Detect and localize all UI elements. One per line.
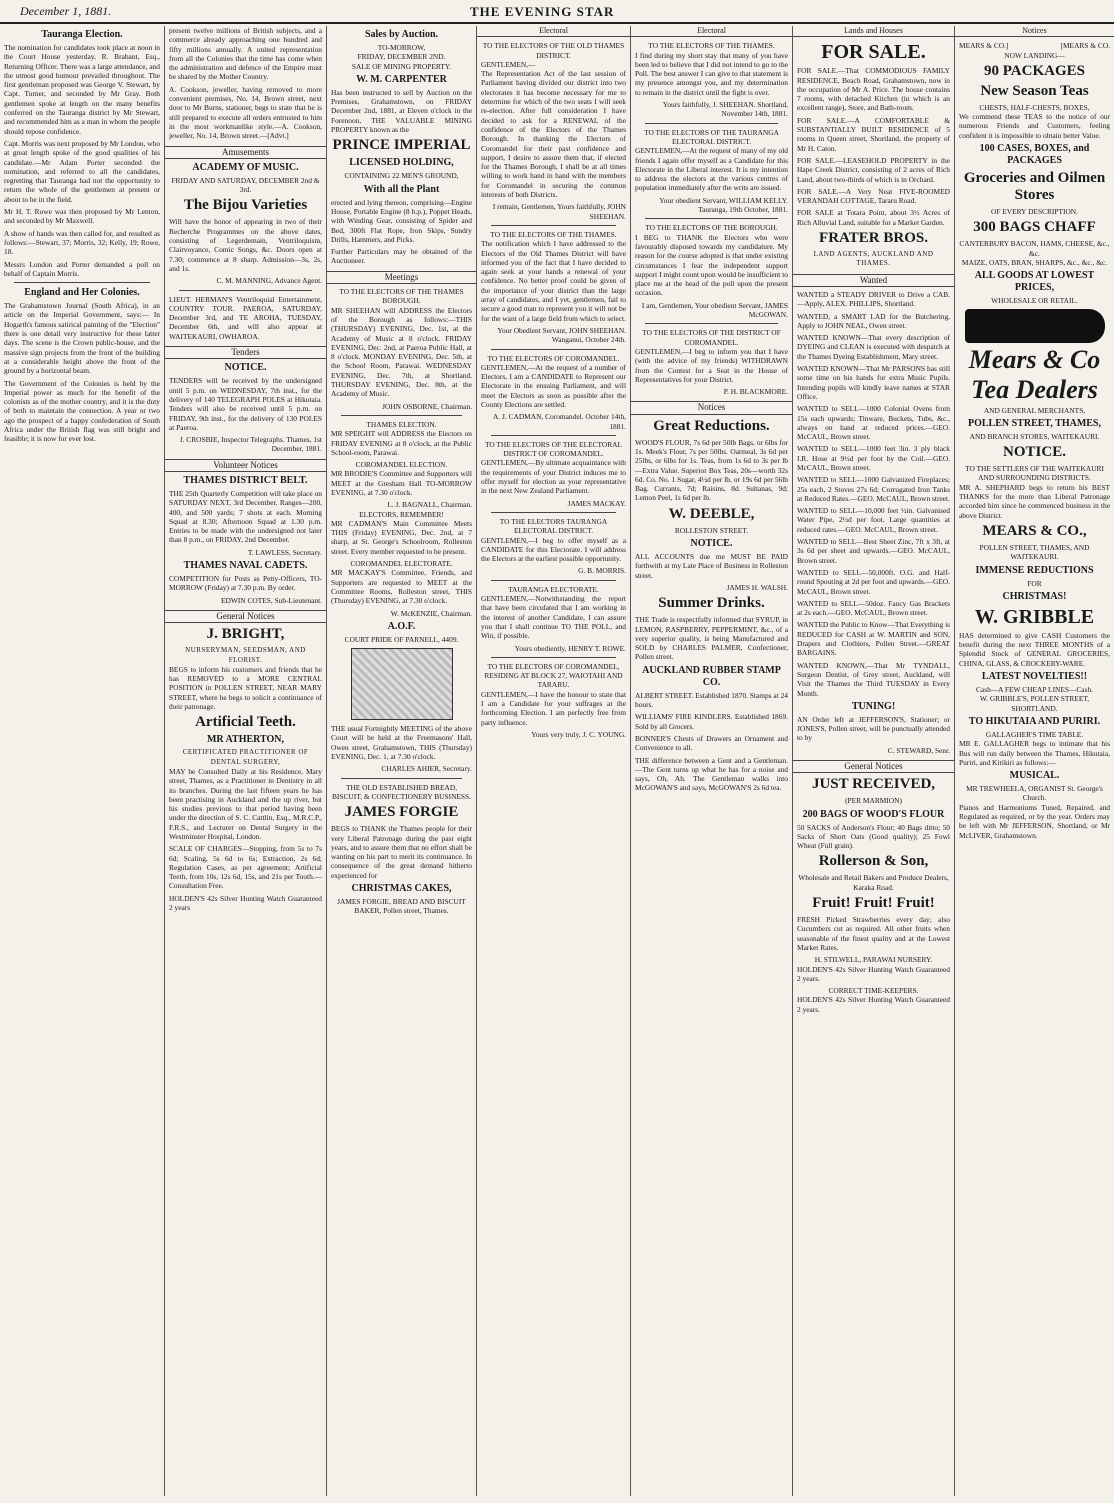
time-keepers: CORRECT TIME-KEEPERS. — [828, 986, 919, 996]
sheehan-signature-2: Your Obedient Servant, JOHN SHEEHAN. Wanganui, October 24th. — [497, 325, 626, 345]
bread-business: THE OLD ESTABLISHED BREAD, BISCUIT, & CONFECTIONERY BUSINESS. — [332, 782, 471, 801]
section-general: General Notices — [165, 610, 326, 623]
tea-chests: CHESTS, HALF-CHESTS, BOXES, — [979, 102, 1090, 112]
brodie-notice: MR BRODIE'S Committee and Supporters will MEET at the Gresham Hall TO-MORROW EVENING, at 7.30 o'clock. — [331, 469, 472, 497]
belt-title: THAMES DISTRICT BELT. — [183, 474, 308, 486]
section-amusements: Amusements — [165, 146, 326, 159]
particulars: Further Particulars may be obtained of the Auctioneer. — [331, 247, 472, 266]
tag-left: MEARS & CO.] — [959, 41, 1009, 51]
column-header-lands: Lands and Houses — [793, 26, 954, 37]
speight-notice: MR SPEIGHT will ADDRESS the Electors on FRIDAY EVENING at 8 o'clock, at the Public School-room, Parawai. — [331, 429, 472, 457]
divider — [491, 580, 616, 581]
article-paragraph: Capt. Morris was next proposed by Mr London, who at great length spoke of the good qualities of his candidate.—Mr Adam Porter seconded the nomination, and referred to all the candidates, regretting that Tauranga had not the opportunity to return the whole of the gentlemen at present or about to be in the field. — [4, 138, 161, 204]
wanted-item: WANTED a STEADY DRIVER to Drive a CAB.—Apply, ALEX. PHILLIPS, Shortland. — [797, 289, 950, 309]
drinks-text: THE Trade is respectfully informed that SYRUP, in LEMON, RASPBERRY, PEPPERMINT, &c., of a very superior quality, is being Manufactured and SOLD by CHARLES PALMER, Confectioner, Pollen street. — [635, 615, 788, 662]
mears-address: POLLEN STREET, THAMES, AND WAITEKAURI. — [979, 542, 1090, 562]
wanted-item: WANTED to SELL—10,000 feet ½in. Galvanised Water Pipe, 2½d per foot. Large quantities at reduced rates.—GEO. McCAUL, Brown street. — [797, 506, 950, 534]
per-marmion: (PER MARMION) — [845, 796, 902, 806]
frater-subtitle: LAND AGENTS, AUCKLAND AND THAMES. — [813, 250, 934, 268]
belt-text: THE 25th Quarterly Competition will take place on SATURDAY NEXT, 3rd December. Ranges—200, 400, and 500 yards; 7 shots at each. Morning Squad at 8.30; Afternoon Squad at 1.30 p.m. Entries to be made with the undersigned not later than 8 p.m., on FRIDAY, 2nd December. — [169, 488, 322, 545]
rubber-stamp: AUCKLAND RUBBER STAMP CO. — [642, 664, 781, 688]
academy-title: ACADEMY OF MUSIC. — [192, 161, 299, 173]
coromandel-district-heading: TO THE ELECTORS OF THE ELECTORAL DISTRICT OF COROMANDEL. — [484, 439, 623, 459]
mears-logo-text: Mears & Co — [968, 344, 1101, 374]
section-meetings: Meetings — [327, 271, 476, 284]
aof-text: THE usual Fortnightly MEETING of the above Court will be held at the Freemasons' Hall, Owen street, Grahamstown, THIS (Thursday) EVENING, Dec. 1, at 7.30 o'clock. — [331, 724, 472, 762]
maize-goods: MAIZE, OATS, BRAN, SHARPS, &c., &c., &c. — [961, 257, 1108, 267]
pollen-street: POLLEN STREET, THAMES, — [968, 417, 1101, 429]
kindlers-advert: WILLIAMS' FIRE KINDLERS. Established 1869. Sold by all Grocers. — [635, 712, 788, 731]
mckenzie-signature: W. McKENZIE, Chairman. — [390, 608, 472, 618]
tauranga-heading: Tauranga Election. — [41, 29, 123, 40]
article-paragraph: Mr H. T. Rowe was then proposed by Mr Lenton, and seconded by Mr Maxwell. — [4, 207, 160, 226]
academy-dates: FRIDAY AND SATURDAY, DECEMBER 2nd & 3rd. — [171, 175, 320, 195]
wanted-item: WANTED the Public to Know—That Everything is REDUCED for CASH at W. MARTIN and SON, Drapers and Clothiers, Pollen Street.—GREAT BARGAINS. — [797, 620, 950, 658]
sale-item: FOR SALE.—A COMFORTABLE & SUBSTANTIALLY BUILT RESIDENCE of 5 rooms in Queen street, Shortland, the property of Mr H. Caton. — [797, 115, 950, 153]
carpenter-name: W. M. CARPENTER — [356, 73, 447, 85]
divider — [645, 218, 778, 219]
musical-title: MUSICAL. — [1009, 770, 1060, 782]
cadets-text: COMPETITION for Posts as Petty-Officers, TO-MORROW (Friday) at 7.30 p.m. By order. — [169, 574, 322, 593]
atherton-text: MAY be Consulted Daily at his Residence, Mary street, Thames, as a Practitioner in Dentistry in all its branches. During the last fifteen years he has been practising in Auckland and the up river, but his studies previous to that period having been under the direction of S. C. Cattlin, Esq., M.R.C.P., F.R.S., and Lecturer on Dental Surgery in the Westminster Hospital, London. — [169, 766, 322, 841]
cheap-lines: Cash—A FEW CHEAP LINES—Cash. — [975, 685, 1094, 695]
coromandel-block-heading: TO THE ELECTORS OF COROMANDEL, RESIDING AT BLOCK 27, WAIOTAHI AND TARARU. — [484, 661, 623, 690]
divider — [491, 512, 616, 513]
atherton-subtitle: CERTIFICATED PRACTITIONER OF DENTAL SURGERY, — [182, 748, 309, 766]
borough-heading: TO THE ELECTORS OF THE THAMES BOROUGH. — [339, 287, 464, 306]
sale-item: FOR SALE.—A Very Neat FIVE-ROOMED VERANDAH COTTAGE, Tararu Road. — [797, 186, 950, 206]
gribble-name: W. GRIBBLE — [974, 605, 1095, 628]
new-season-teas: New Season Teas — [980, 82, 1089, 99]
bonner-advert: BONNER'S Chests of Drawers an Ornament and Convenience to all. — [635, 733, 788, 753]
gribble-text: HAS determined to give CASH Customers the benefit during the next THREE MONTHS of a Splendid Stock of GENERAL GROCERIES, CHINA, GLASS, & CROCKERY-WARE. — [959, 630, 1110, 668]
wanted-item: WANTED to SELL—50,000ft. O.G. and Half-round Spouting at 2d per foot and upwards.—GEO. McCAUL, Brown street. — [797, 567, 950, 596]
settlers-heading: TO THE SETTLERS OF THE WAITEKAURI AND SURROUNDING DISTRICTS. — [965, 464, 1104, 483]
morris-letter: GENTLEMEN,—I beg to offer myself as a CANDIDATE for this Electorate. I will address the Electors at the earliest possible opportunity. — [481, 535, 626, 564]
teeth-title: Artificial Teeth. — [195, 714, 296, 731]
mcgowan-signature: I am, Gentlemen, Your obedient Servant, JAMES McGOWAN. — [641, 300, 788, 320]
advert-cookson: A. Cookson, jeweller, having removed to more convenient premises, No. 14, Brown street, next door to Mr Burns, stationer, begs to state that he is still prepared to execute all orders entrusted to him in the most workmanlike style.—A. Cookson, jeweller, No. 14, Brown street.—[Advt.] — [169, 84, 322, 141]
coromandel-election: COROMANDEL ELECTION. — [355, 460, 448, 470]
sheehan-signature-3: Yours faithfully, J. SHEEHAN. Shortland, November 14th, 1881. — [662, 100, 788, 119]
forgie-text: BEGS to THANK the Thames people for their very Liberal Patronage during the past eight years, and to assure them that no effort shall be wanting on his part to merit its continuance. In consequence of the great demand hitherto experienced for — [331, 824, 472, 880]
divider — [179, 290, 312, 291]
hikutaia-title: TO HIKUTAIA AND PURIRI. — [968, 715, 1101, 727]
tag-right: [MEARS & CO. — [1060, 41, 1110, 51]
tuning-title: TUNING! — [851, 700, 896, 712]
great-reductions: Great Reductions. — [653, 417, 770, 434]
mens-ground: CONTAINING 22 MEN'S GROUND, — [344, 171, 459, 181]
section-general: General Notices — [793, 760, 954, 773]
coromandel-heading: TO THE ELECTORS OF THE DISTRICT OF COROMANDEL. — [642, 328, 781, 347]
divider — [491, 657, 616, 658]
stilwell-signature: H. STILWELL, PARAWAI NURSERY. — [814, 955, 933, 965]
just-received: JUST RECEIVED, — [811, 776, 936, 793]
bright-subtitle: NURSERYMAN, SEEDSMAN, AND FLORIST. — [185, 646, 306, 664]
now-landing: NOW LANDING— — [1004, 50, 1065, 60]
licensed-holding: LICENSED HOLDING, — [349, 157, 454, 169]
bijou-text: Will have the honor of appearing in two of their Recherche Programmes on the above dates, consisting of Legerdemain, Ventriloquism, Clairvoyance, Comic Songs, &c. Doors open at 7.30; commence at 8 sharp. Admission—3s, 2s, and 1s. — [169, 217, 322, 273]
packages-title: 90 PACKAGES — [984, 62, 1085, 79]
groceries-title: Groceries and Oilmen Stores — [963, 170, 1106, 204]
mears-co: MEARS & CO., — [982, 522, 1087, 539]
prince-imperial: PRINCE IMPERIAL — [332, 137, 471, 154]
wanted-item: WANTED KNOWN—That every description of DYEING and CLEAN is executed with despatch at the Thames Dyeing Establishment, Mary street. — [797, 333, 950, 361]
court-parnell: COURT PRIDE OF PARNELL, 4409. — [344, 634, 459, 644]
mears-tags — [959, 41, 1110, 50]
wanted-item: WANTED to SELL—1000 Colonial Ovens from 15s each upwards; Tinware, Buckets, Tubs, &c., always on hand at reduced prices.—GEO. McCAUL, Brown street. — [797, 404, 950, 442]
bags-text: 50 SACKS of Anderson's Flour; 40 Bags ditto; 50 Sacks of Short Oats (Good quality); 25 Fowl Wheat (Full grain). — [797, 822, 950, 851]
old-thames-heading: TO THE ELECTORS OF THE OLD THAMES DISTRICT. — [482, 41, 625, 60]
section-wanted: Wanted — [793, 274, 954, 287]
aof-heading: A.O.F. — [387, 620, 416, 632]
tea-dealers: Tea Dealers — [971, 374, 1098, 404]
article-paragraph: The Government of the Colonies is held by the Imperial power as much for the benefit of the colonists as of the mother country, and it is the duty of both to maintain the connection. A year or two ago the prospect of a happy confederation of South Africa under the British flag was still bright and feasible; it is now for ever lost. — [4, 378, 160, 444]
section-notices: Notices — [631, 401, 792, 414]
cadman-meeting: MR CADMAN'S Main Committee Meets THIS (Friday) EVENING, Dec. 2nd, at 7 sharp, at St. George's Schoolroom, Rolleston street. Every member requested to be present. — [331, 518, 472, 556]
forgie-name: JAMES FORGIE — [344, 804, 459, 821]
for-sale-title: FOR SALE. — [821, 41, 926, 64]
notice-title: NOTICE. — [690, 538, 733, 550]
column-2 — [165, 26, 327, 1496]
mackay-signature: JAMES MACKAY. — [567, 498, 626, 508]
immense-reductions: IMMENSE REDUCTIONS — [975, 564, 1094, 576]
masthead — [0, 0, 1114, 24]
canterbury-goods: CANTERBURY BACON, HAMS, CHEESE, &c., &c. — [959, 239, 1110, 258]
every-description: OF EVERY DESCRIPTION. — [991, 207, 1078, 217]
section-volunteer: Volunteer Notices — [165, 459, 326, 472]
column-5 — [631, 26, 793, 1496]
hermann-advert: LIEUT. HERMAN'S Ventriloquial Entertainment, COUNTRY TOUR. PAEROA, SATURDAY, December 3rd, and TE AROHA, TUESDAY, December 6th, and will also appear at WAITEKAURI, OWHAROA. — [169, 294, 322, 341]
column-7 — [955, 26, 1114, 1496]
stamp-text: ALBERT STREET. Established 1870. Stamps at 24 hours. — [635, 690, 788, 710]
wanted-item: WANTED to SELL—1000 feet 3in. 3 ply black I.R. Hose at 9½d per foot by the Coil.—GEO. McCAUL, Brown street. — [797, 444, 950, 472]
rowe-signature: Yours obediently, HENRY T. ROWE. — [514, 643, 626, 653]
auction-day: FRIDAY, DECEMBER 2ND. — [357, 52, 446, 62]
sheehan-meetings: MR SHEEHAN will ADDRESS the Electors of the Borough as follows:—THIS (THURSDAY) EVENING, Dec. 1st, at the Academy of Music at 8 o'clock. FRIDAY EVENING, Dec. 2nd, at Paeroa Public Hall, at 8 o'clock. MONDAY EVENING, Dec. 5th, at the School Room, Parawai. WEDNESDAY EVENING, Dec. 7th, at Shortland. THURSDAY EVENING, Dec. 8th, at the Academy of Music. — [331, 305, 472, 399]
article-paragraph: present twelve millions of British subjects, and a commerce already approaching one hundred and fifty millions annually. A united representation from all the Colonies that the time has come when the administration and defence of the Empire must be shared by the Mother Country. — [169, 26, 322, 82]
tauranga-electorate: TAURANGA ELECTORATE. — [508, 584, 599, 594]
wanted-item: WANTED to SELL—1000 Galvanized Fireplaces; 25s each, 2 Stoves 27s 6d; Corrugated Iron Tanks at Reduced Rates.—GEO. McCAUL, Brown street. — [797, 475, 950, 503]
mackay-meeting: MR MACKAY'S Committee, Friends, and Supporters are requested to MEET at the Committee Rooms, Rolleston street, THIS (Thursday) EVENING, at 7.30 o'clock. — [331, 568, 472, 606]
divider — [645, 123, 778, 124]
sheehan-signature: I remain, Gentlemen, Yours faithfully, JOHN SHEEHAN. — [492, 202, 626, 221]
electors-remember: ELECTORS, REMEMBER! — [359, 509, 444, 519]
plant-title: With all the Plant — [363, 183, 440, 195]
for-word: FOR — [1027, 578, 1042, 588]
sale-item: FOR SALE.—That COMMODIOUS FAMILY RESIDENCE, Beach Road, Grahamstown, now in the occupation of Mr A. Price. The house contains 7 rooms, with detached Kitchen (in which is an excellent range), Store, and Bath-room. — [797, 66, 950, 113]
notice-title: NOTICE. — [1003, 444, 1066, 461]
kelly-letter: GENTLEMEN,—At the request of many of my old friends I again offer myself as a Candidate for this Electorate in the Liberal interest. It is my intention to address the electors at the various centres of population immediately after the writs are issued. — [635, 146, 788, 193]
thames-heading: TO THE ELECTORS OF THE THAMES. — [648, 41, 775, 51]
bijou-title: The Bijou Varieties — [183, 197, 308, 214]
column-header-notices: Notices — [955, 26, 1114, 37]
divider — [491, 225, 616, 226]
wanted-item: WANTED KNOWN,—That Mr TYNDALL, Surgeon Dentist, of Grey street, Auckland, will Visit the Thames the Third TUESDAY in Every Month. — [797, 660, 950, 698]
gribble-address: W. GRIBBLE'S, POLLEN STREET, SHORTLAND. — [979, 694, 1090, 713]
gallagher-time-table: GALLAGHER'S TIME TABLE. — [985, 729, 1084, 739]
column-1 — [0, 26, 165, 1496]
wanted-item: WANTED KNOWN—That Mr PARSONS has still some time on his hands for extra Music Pupils. Intending pupils will kindly leave names at STAR Office. — [797, 364, 950, 401]
trewheela-name: MR TREWHEELA, ORGANIST St. George's Church. — [966, 784, 1103, 803]
walsh-notice: ALL ACCOUNTS due me MUST BE PAID forthwith at my Late Place of Business in Rolleston street. — [635, 552, 788, 580]
article-paragraph: The Grahamstown Journal (South Africa), in an article on the Imperial Government, says:— In Hogarth's famous satirical painting of the "Election" there is one detail very instructive for these latter days. The scene is the Crown public-house, and the massive sign projects from the front of the building at a considerable height above the front of the ground by a horizontal beam. — [4, 301, 160, 376]
belt-signature: T. LAWLESS, Secretary. — [247, 547, 322, 557]
wanted-item: WANTED to SELL—50doz. Fancy Gas Brackets at 2s each.—GEO. McCAUL, Brown street. — [797, 598, 950, 618]
steward-signature: C. STEWARD, Senr. — [887, 745, 950, 755]
carpenter-text: Has been instructed to sell by Auction on the Premises, Grahamstown, on FRIDAY December 2nd, 1881, at Eleven o'clock in the Forenoon, THE VALUABLE MINING PROPERTY known as the — [331, 87, 472, 135]
branch-stores: AND BRANCH STORES, WAITEKAURI. — [969, 431, 1100, 441]
coromandel-heading: TO THE ELECTORS OF COROMANDEL. — [487, 353, 620, 363]
column-header-electoral: Electoral — [477, 26, 630, 37]
flour-bags: 200 BAGS OF WOOD'S FLOUR — [802, 808, 945, 820]
blackmore-letter: GENTLEMEN,—I beg to inform you that I have (with the advice of my friends) WITHDRAWN from the Contest for a Seat in the House of Representatives for your District. — [635, 346, 788, 384]
divider — [491, 349, 616, 350]
osborne-signature: JOHN OSBORNE, Chairman. — [382, 401, 472, 411]
cadets-signature: EDWIN COTES, Sub-Lieutenant. — [221, 595, 322, 605]
mackay-letter: GENTLEMEN,—By ultimate acquaintance with the requirements of your District induces me to offer myself for election as your representative in the next New Zealand Parliament. — [481, 458, 626, 496]
bijou-signature: C. M. MANNING, Advance Agent. — [216, 276, 322, 286]
morris-signature: G. B. MORRIS. — [578, 566, 626, 576]
sheehan-letter-3: I find during my short stay that many of you have been led to believe that I did not intend to go to the Poll. The best answer I can give to that statement is my presence amongst you, and my determination to remain in the district until the fight is over. — [635, 50, 788, 97]
foresters-emblem-image — [351, 648, 453, 720]
christmas-title: CHRISTMAS! — [1002, 590, 1067, 602]
holden-advert: HOLDEN'S 42s Silver Hunting Watch Guaranteed 2 years — [169, 893, 322, 913]
thames-election: THAMES ELECTION. — [366, 419, 437, 429]
coromandel-electorate: COROMANDEL ELECTORATE. — [350, 559, 453, 569]
article-paragraph: Messrs London and Porter demanded a poll on behalf of Captain Morris. — [4, 259, 160, 278]
cases-title: 100 CASES, BOXES, and PACKAGES — [979, 143, 1090, 167]
sale-item: FOR SALE at Totara Point, about 3½ Acres of Rich Alluvial Land, suitable for a Market Garden. — [797, 208, 950, 227]
tauranga-heading: TO THE ELECTORS TAURANGA ELECTORAL DISTRICT. — [499, 516, 608, 536]
notice-title: NOTICE. — [224, 362, 267, 374]
wanted-item: WANTED, a SMART LAD for the Butchering, Apply to JOHN NEAL, Owen street. — [797, 311, 950, 330]
deeble-name: W. DEEBLE, — [668, 505, 755, 522]
ahier-signature: CHARLES AHIER, Secretary. — [381, 764, 472, 774]
wanted-item: WANTED to SELL—Best Sheet Zinc, 7ft x 3ft, at 3s 6d per sheet and upwards.—GEO. McCAUL, Brown street. — [797, 537, 950, 565]
tauranga-district-heading: TO THE ELECTORS OF THE TAURANGA ELECTORAL DISTRICT. — [644, 127, 779, 146]
rollerson-subtitle: Wholesale and Retail Bakers and Produce Dealers, Karaka Road. — [798, 873, 949, 892]
cadets-title: THAMES NAVAL CADETS. — [183, 560, 308, 572]
rowe-letter: GENTLEMEN,—Notwithstanding the report that have been circulated that I am working in the interest of another Candidate, I can assure you that I shall continue TO THE POLL, and Win, if possible. — [481, 594, 626, 641]
bagnall-signature: L. J. BAGNALL, Chairman. — [387, 500, 472, 510]
pointing-hand-icon — [965, 309, 1105, 343]
cadman-signature: A. J. CADMAN, Coromandel. October 14th, 1881. — [492, 412, 626, 431]
gallagher-text: MR E. GALLAGHER begs to intimate that his Bus will run daily between the Thames, Hikutaia, Puriri, and Kirikiri as follows:— — [959, 739, 1110, 767]
column-6 — [793, 26, 955, 1496]
mcgowan-letter: I BEG to THANK the Electors who were favourably disposed towards my candidature. My reason for the course adopted is that under existing circumstances I fear the independent support support I might count upon would be insufficient to place me at the head of the poll upon the present occasion. — [635, 232, 788, 298]
tenders-signature: J. CROSBIE, Inspector Telegraphs. Thames, 1st December, 1881. — [179, 435, 322, 454]
tuning-text: AN Order left at JEFFERSON'S, Stationer; or JONES'S, Pollen street, will be punctually attended to by — [797, 714, 950, 743]
divider — [341, 415, 462, 416]
salutation: GENTLEMEN,— — [481, 59, 536, 69]
divider — [14, 282, 150, 283]
deeble-address: ROLLESTON STREET. — [674, 525, 749, 535]
latest-novelties: LATEST NOVELTIES!! — [981, 671, 1088, 683]
divider — [341, 778, 462, 779]
blackmore-signature: P. H. BLACKMORE. — [723, 387, 788, 397]
holden-advert: HOLDEN'S 42s Silver Hunting Watch Guaranteed 2 years. — [797, 995, 950, 1014]
sheehan-letter-2: The notification which I have addressed to the Electors of the Old Thames District will have informed you of the fact that I have decided to again seek at your hands a renewal of your confidence. No better proof could be given of the importance of your district than the large array of candidates, and I yet, gentlemen, fail to secure a good man to represent you it will not be for the want of a large field from which to select. — [481, 239, 626, 323]
walsh-signature: JAMES H. WALSH. — [726, 582, 788, 592]
cadman-letter: GENTLEMEN,—At the request of a number of Electors, I am a CANDIDATE to Represent our Electorate in the ensuing Parliament, and will meet the Electors as soon as possible after the County Elections are settled. — [481, 362, 626, 409]
thames-heading: TO THE ELECTORS OF THE THAMES. — [490, 229, 617, 239]
borough-heading: TO THE ELECTORS OF THE BOROUGH. — [645, 223, 778, 233]
section-tenders: Tenders — [165, 346, 326, 359]
kelly-signature: Your obedient Servant, WILLIAM KELLY. Tauranga, 19th October, 1881. — [659, 195, 788, 215]
christmas-cakes: CHRISTMAS CAKES, — [351, 883, 452, 894]
scale-of-charges: SCALE OF CHARGES—Stopping, from 5s to 7s 6d; Scaling, 5s 6d to 6s; Extraction, 2s 6d; Regulation Cases, as per agreement; Artificial Teeth, from 10s, 12s 6d, 15s, and 21s per Tooth.—Consultation Free. — [169, 844, 322, 891]
bright-text: BEGS to inform his customers and friends that he has REMOVED to a MORE CENTRAL POSITION in POLLEN STREET, NEAR MARY STREET, where he begs to solicit a continuance of their patronage. — [169, 664, 322, 712]
young-signature: Yours very truly, J. C. YOUNG. — [531, 729, 626, 739]
rollerson-name: Rollerson & Son, — [818, 853, 929, 870]
column-3 — [327, 26, 477, 1496]
bright-title: J. BRIGHT, — [206, 626, 285, 643]
teas-text: We commend these TEAS to the notice of our numerous Friends and Customers, feeling confident it is impossible to obtain better Value. — [959, 112, 1110, 140]
plant-text: erected and lying thereon, comprising—Engine House, Portable Engine (8 h.p.), Poppet Heads, with Winding Gear, consisting of Spider and Bed, 300ft Flat Rope, Iron Skips, Sundry Drills, Hammers, and Picks. — [331, 197, 472, 244]
summer-drinks: Summer Drinks. — [658, 595, 765, 612]
sale-item: FOR SALE.—LEASEHOLD PROPERTY in the Hape Creek District, consisting of 2 acres of Rich Land, about two-thirds of which is in Orchard. — [797, 155, 950, 184]
divider — [491, 435, 616, 436]
young-letter: GENTLEMEN,—I have the honour to state that I am a Candidate for your suffrages at the forthcoming Election. I am perfectly free from party influence. — [481, 689, 626, 727]
column-header-electoral: Electoral — [631, 26, 792, 37]
fruit-title: Fruit! Fruit! Fruit! — [812, 895, 935, 912]
lowest-prices: ALL GOODS AT LOWEST PRICES, — [974, 270, 1095, 294]
forgie-signature: JAMES FORGIE, BREAD AND BISCUIT BAKER, Pollen street, Thames. — [337, 897, 466, 916]
tenders-text: TENDERS will be received by the undersigned until 5 p.m. on WEDNESDAY, 7th inst., for the delivery of 140 TELEGRAPH POLES at Hikutaia. Tenders will also be received until 5 p.m. on FRIDAY, 9th inst., for the delivery of 130 POLES at Paeroa. — [169, 376, 322, 432]
chaff-title: 300 BAGS CHAFF — [973, 219, 1096, 236]
frater-bros: FRATER BROS. — [819, 230, 928, 247]
wholesale-retail: WHOLESALE OR RETAIL. — [991, 296, 1078, 306]
auction-heading: Sales by Auction. — [364, 29, 439, 40]
mining-sale: SALE OF MINING PROPERTY. — [351, 61, 452, 71]
article-paragraph: The nomination for candidates took place at noon in the Court House yesterday, R. Brabant, Esq., Returning Officer. There was a large attendance, and the utmost good humour prevailed throughout. The first gentleman proposed was George V. Stewart, by Capt. Turner, and seconded by Mr Gray. Both gentlemen spoke at length on the many benefits conferred on the Tauranga district by Mr Stewart, and recommended him as a man in whom the people should repose confidence. — [4, 43, 160, 136]
fruit-text: FRESH Picked Strawberries every day; also Cucumbers cut as required. All other fruits when seasonable of the finest quality and at the Lowest Market Rates. — [797, 915, 950, 952]
reductions-list: WOOD'S FLOUR, 7s 6d per 50lb Bags, or 6lbs for 1s. Meek's Flour, 7s per 50lbs. Oatmeal, 3s 6d per 25lbs, or 6lbs for 1s. Teas, from 1s 6d to 3s per lb—Extra Value. Superior Box Teas, 20s—worth 32s 6d. Co. No. 1 Sugar, 4½d per lb, or 19s 6d per 56lb Bag. Currants, 7d; Raisins, 8d. Sultanas, 9d; Lemon Peel, 1s 6d per lb. — [635, 437, 788, 503]
divider — [645, 323, 778, 324]
sheehan-letter: The Representation Act of the last session of Parliament having divided our district into two electorates it has become necessary for me to determine for which of the two seats I will seek re-election. After full consideration I have decided to ask for a RENEWAL of the confidence of the Electors of the Thames Borough. In thanking the Electors of Coromandel for their past confidence and support, I desire to assure them that, if elected for the Thames Borough, I shall be at all times willing to work hand in hand with the members for Coromandel in securing the common interests of both Districts. — [481, 69, 626, 200]
general-merchants: AND GENERAL MERCHANTS, — [983, 405, 1086, 415]
shephard-text: MR A. SHEPHARD begs to return his BEST THANKS for the more than Liberal Patronage accorded him since he commenced business in the above District. — [959, 482, 1110, 520]
atherton-name: MR ATHERTON, — [206, 734, 285, 746]
article-paragraph: A show of hands was then called for, and resulted as follows:—Stewart, 37; Morris, 32; Kelly, 19; Rowe, 18. — [4, 228, 160, 257]
issue-date: December 1, 1881. — [20, 4, 112, 18]
tea-note: THE difference between a Gent and a Gentleman.—The Gent turns up what he has for a noise and says, Oh, Ah. The Gentleman walks into McGOWAN'S and says, McGOWAN'S 2s 6d tea. — [635, 755, 788, 793]
trewheela-text: Pianos and Harmoniums Tuned, Repaired, and Regulated as required, or by the year. Orders may be left with Mr JEFFERSON, Shortland, or Mr McLIVER, Grahamstown. — [959, 802, 1110, 840]
newspaper-name: THE EVENING STAR — [470, 4, 615, 19]
column-4 — [477, 26, 631, 1496]
holden-advert: HOLDEN'S 42s Silver Hunting Watch Guaranteed 2 years. — [797, 964, 950, 983]
england-heading: England and Her Colonies. — [24, 287, 140, 299]
auction-date: TO-MORROW, — [377, 43, 426, 52]
